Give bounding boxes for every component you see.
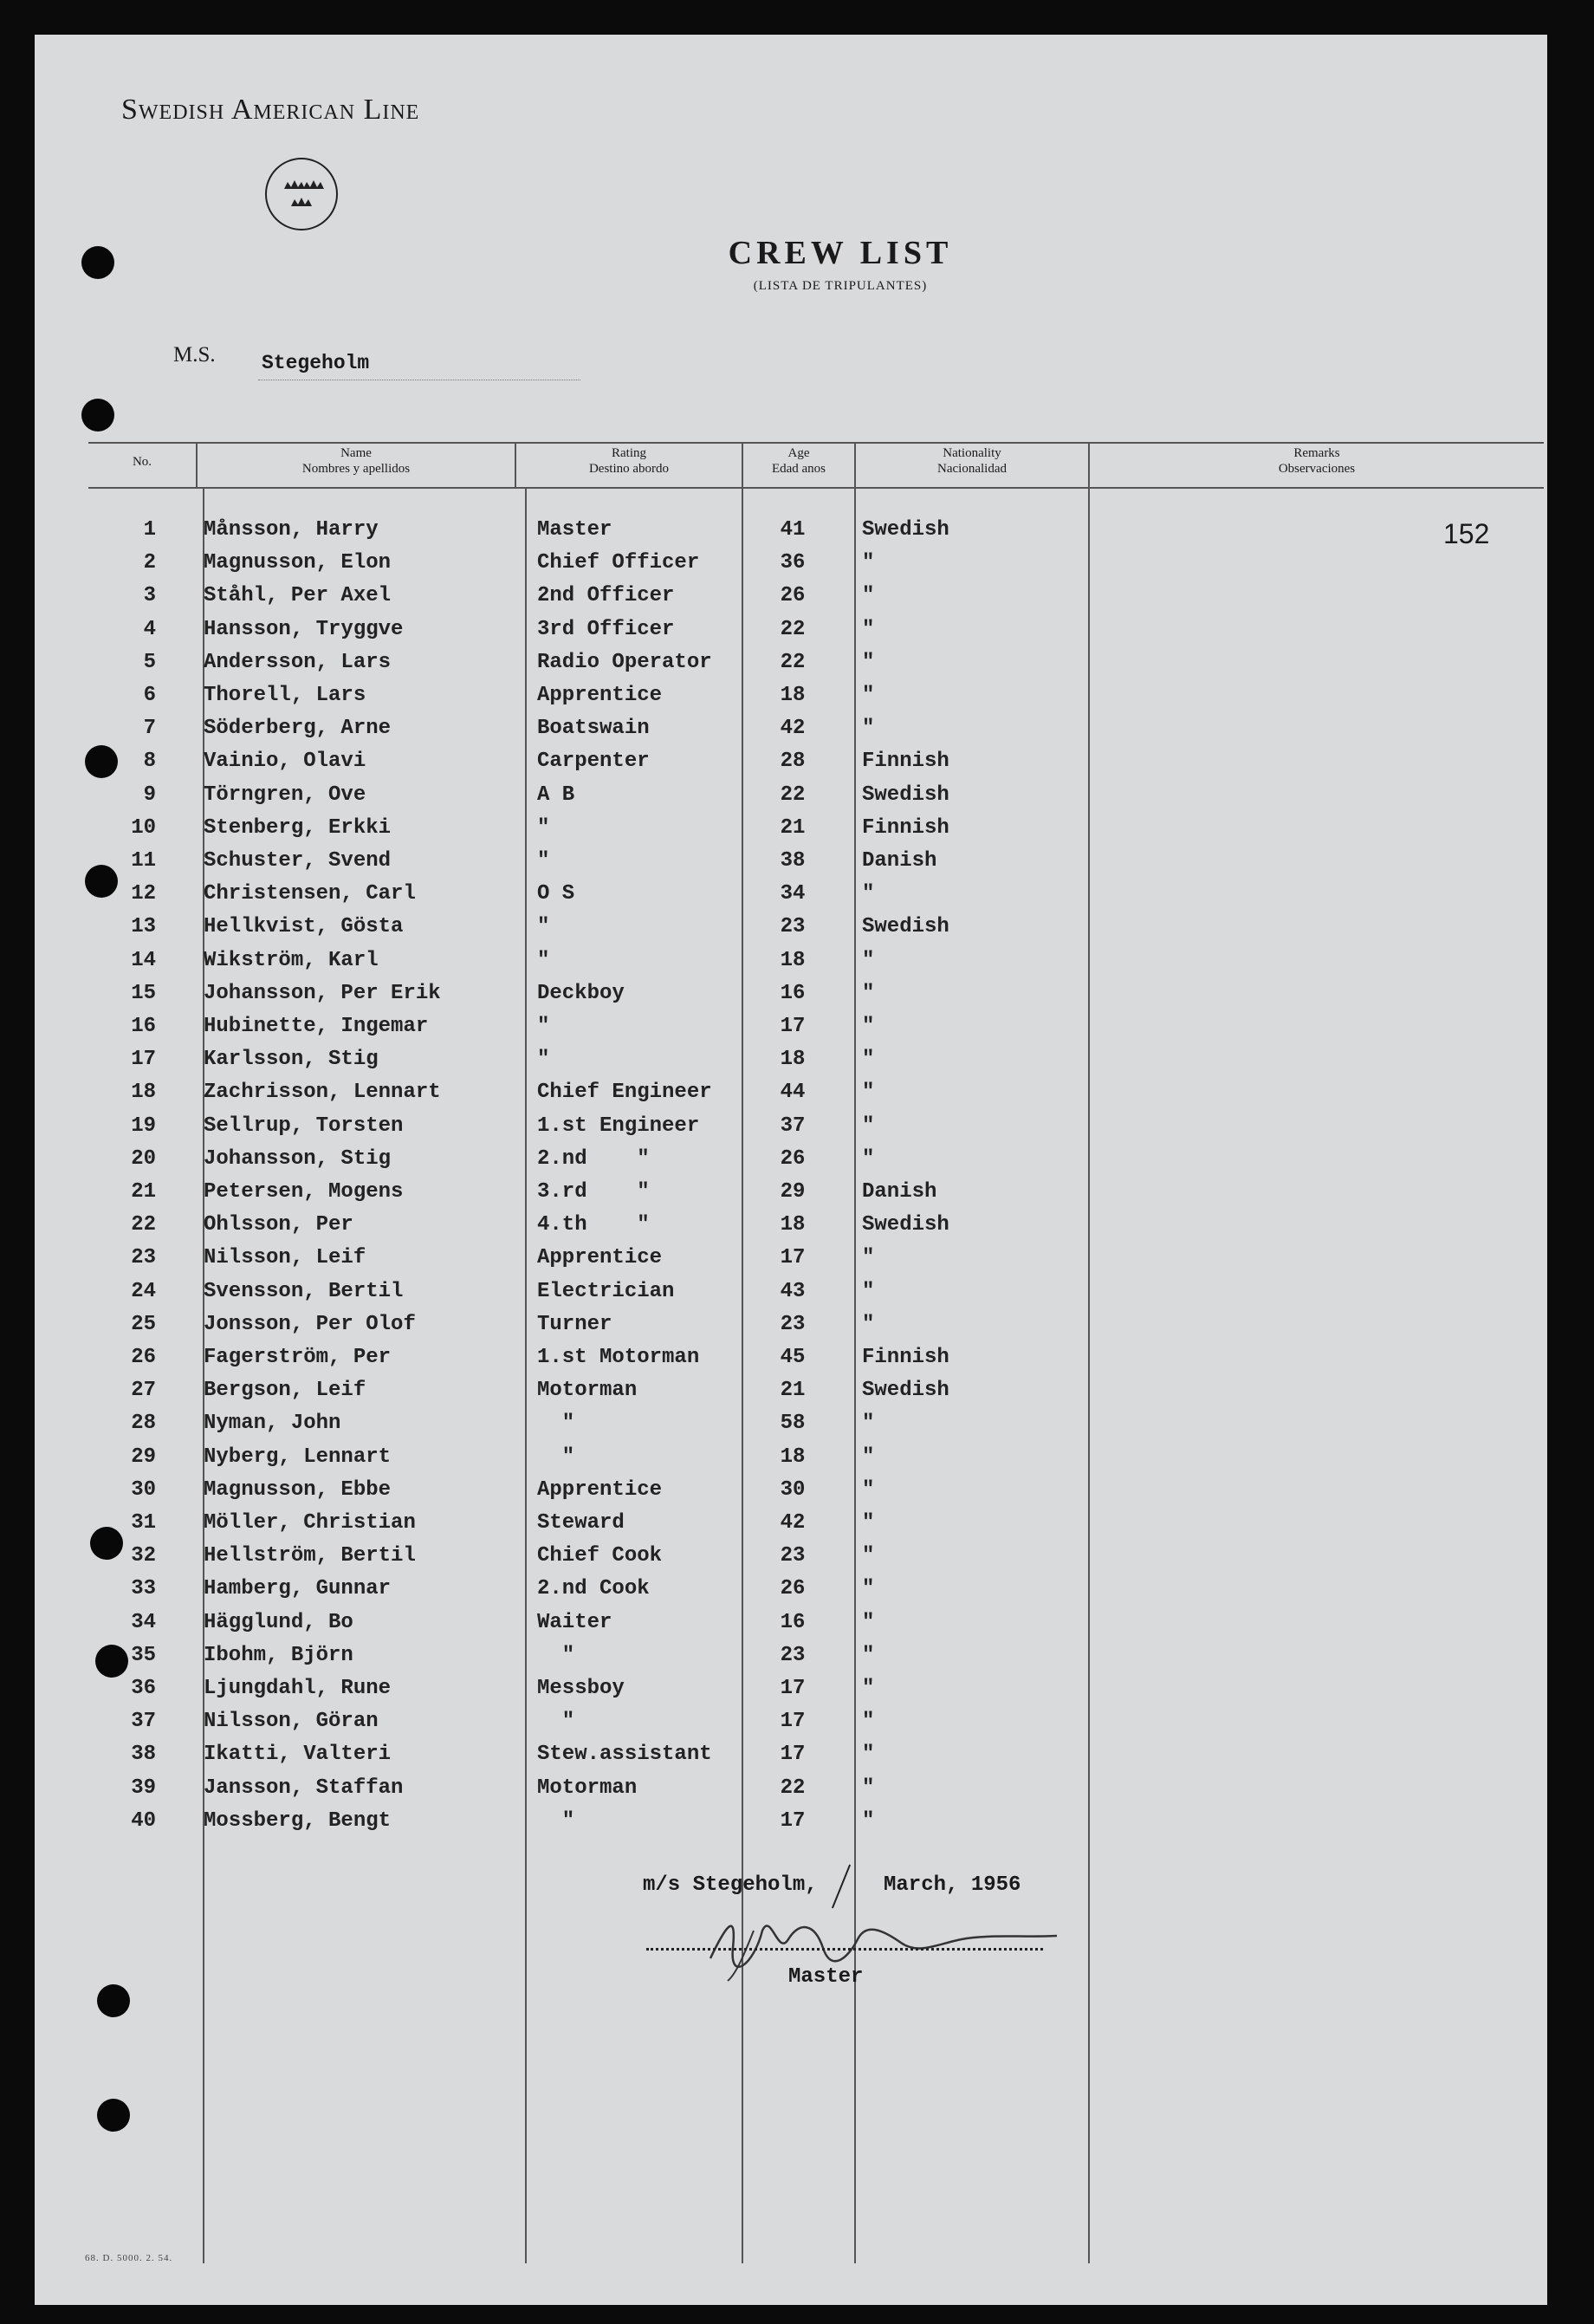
header-rating-en: Rating bbox=[612, 446, 646, 460]
crew-number: 5 bbox=[143, 650, 156, 674]
crew-nationality: Finnish bbox=[862, 1346, 949, 1369]
table-row bbox=[35, 1280, 1547, 1313]
table-row bbox=[35, 1776, 1547, 1809]
table-row bbox=[35, 1544, 1547, 1577]
crew-rating: A B bbox=[537, 782, 575, 807]
crew-age: 29 bbox=[780, 1180, 806, 1204]
crew-nationality: " bbox=[862, 684, 875, 707]
header-name bbox=[198, 445, 515, 487]
crew-name: Nilsson, Göran bbox=[204, 1710, 379, 1734]
crew-name: Mossberg, Bengt bbox=[204, 1808, 392, 1833]
crew-rating: " bbox=[537, 1048, 550, 1072]
crew-rating: " bbox=[537, 1412, 575, 1436]
crew-name: Zachrisson, Lennart bbox=[204, 1081, 441, 1105]
crew-name: Ikatti, Valteri bbox=[204, 1743, 392, 1767]
crew-nationality: Swedish bbox=[862, 915, 949, 939]
table-row bbox=[35, 1445, 1547, 1478]
crew-name: Sellrup, Torsten bbox=[204, 1113, 404, 1138]
table-row bbox=[35, 882, 1547, 915]
crew-rating: 3rd Officer bbox=[537, 617, 675, 641]
crew-age: 44 bbox=[780, 1081, 806, 1105]
crew-number: 38 bbox=[131, 1743, 156, 1767]
signoff-role: Master bbox=[788, 1965, 864, 1989]
crew-nationality: Danish bbox=[862, 849, 937, 873]
table-row bbox=[35, 1180, 1547, 1213]
crew-age: 22 bbox=[780, 617, 806, 641]
header-remarks-en: Remarks bbox=[1293, 446, 1340, 460]
crew-name: Hellström, Bertil bbox=[204, 1544, 416, 1568]
crew-number: 16 bbox=[131, 1015, 156, 1038]
crew-nationality: " bbox=[862, 948, 875, 972]
crew-name: Nilsson, Leif bbox=[204, 1246, 366, 1270]
table-row bbox=[35, 1412, 1547, 1444]
signature-line bbox=[646, 1948, 1043, 1951]
crew-rating: 1.st Motorman bbox=[537, 1346, 700, 1369]
header-rating bbox=[516, 445, 742, 487]
signoff-place: m/s Stegeholm, bbox=[643, 1873, 818, 1897]
crew-number: 23 bbox=[131, 1246, 156, 1270]
table-row bbox=[35, 1743, 1547, 1775]
table-row bbox=[35, 816, 1547, 849]
crew-nationality: " bbox=[862, 1312, 875, 1336]
crew-nationality: " bbox=[862, 1544, 875, 1568]
document-title: CREW LIST bbox=[728, 235, 953, 271]
table-row bbox=[35, 1478, 1547, 1511]
crew-rating: 2.nd " bbox=[537, 1146, 650, 1171]
crew-number: 18 bbox=[131, 1081, 156, 1105]
crew-number: 34 bbox=[131, 1610, 156, 1634]
crew-rating: Apprentice bbox=[537, 1477, 663, 1502]
crew-name: Wikström, Karl bbox=[204, 948, 379, 972]
table-row bbox=[35, 1611, 1547, 1644]
crew-name: Fagerström, Per bbox=[204, 1346, 392, 1369]
crew-list-sheet bbox=[35, 35, 1547, 2305]
crew-name: Ibohm, Björn bbox=[204, 1643, 353, 1667]
crew-number: 35 bbox=[131, 1643, 156, 1667]
crew-nationality: " bbox=[862, 882, 875, 906]
table-row bbox=[35, 1147, 1547, 1180]
header-age-en: Age bbox=[787, 446, 810, 460]
table-row bbox=[35, 750, 1547, 782]
crew-name: Magnusson, Ebbe bbox=[204, 1477, 392, 1502]
crew-nationality: " bbox=[862, 1279, 875, 1303]
crew-rating: Waiter bbox=[537, 1610, 612, 1634]
crew-rating: Motorman bbox=[537, 1775, 638, 1800]
crew-age: 22 bbox=[780, 782, 806, 807]
crew-age: 30 bbox=[780, 1477, 806, 1502]
crew-nationality: " bbox=[862, 1610, 875, 1634]
crew-name: Karlsson, Stig bbox=[204, 1048, 379, 1072]
crew-age: 22 bbox=[780, 1775, 806, 1800]
handwritten-signature bbox=[676, 1905, 1074, 1983]
table-row bbox=[35, 949, 1547, 982]
crew-name: Jonsson, Per Olof bbox=[204, 1312, 416, 1336]
crew-age: 41 bbox=[780, 518, 806, 542]
table-row bbox=[35, 982, 1547, 1015]
crew-number: 40 bbox=[131, 1808, 156, 1833]
crew-name: Schuster, Svend bbox=[204, 849, 392, 873]
crew-name: Ståhl, Per Axel bbox=[204, 584, 392, 608]
crew-number: 15 bbox=[131, 981, 156, 1005]
crew-age: 18 bbox=[780, 948, 806, 972]
crew-number: 12 bbox=[131, 882, 156, 906]
crew-name: Johansson, Per Erik bbox=[204, 981, 441, 1005]
table-row bbox=[35, 651, 1547, 684]
crew-number: 17 bbox=[131, 1048, 156, 1072]
crew-age: 37 bbox=[780, 1113, 806, 1138]
crew-nationality: Swedish bbox=[862, 1379, 949, 1403]
crew-age: 34 bbox=[780, 882, 806, 906]
table-row bbox=[35, 1577, 1547, 1610]
table-row bbox=[35, 584, 1547, 617]
crew-number: 27 bbox=[131, 1379, 156, 1403]
crew-rating: Master bbox=[537, 518, 612, 542]
crew-rating: " bbox=[537, 948, 550, 972]
crew-number: 6 bbox=[143, 684, 156, 707]
table-row bbox=[35, 717, 1547, 750]
crew-rating: " bbox=[537, 1710, 575, 1734]
crew-nationality: " bbox=[862, 1577, 875, 1601]
crew-age: 42 bbox=[780, 717, 806, 741]
header-age-es: Edad anos bbox=[771, 462, 826, 476]
table-row bbox=[35, 1048, 1547, 1081]
crew-age: 16 bbox=[780, 1610, 806, 1634]
crew-rating: " bbox=[537, 915, 550, 939]
crew-name: Nyberg, Lennart bbox=[204, 1444, 392, 1469]
table-row bbox=[35, 684, 1547, 717]
crew-age: 18 bbox=[780, 1048, 806, 1072]
crew-age: 18 bbox=[780, 1213, 806, 1237]
crew-rating: " bbox=[537, 849, 550, 873]
crew-nationality: " bbox=[862, 1775, 875, 1800]
crew-number: 39 bbox=[131, 1775, 156, 1800]
crew-rating: Chief Officer bbox=[537, 551, 700, 575]
print-code: 68. D. 5000. 2. 54. bbox=[85, 2253, 173, 2263]
crew-nationality: " bbox=[862, 1511, 875, 1535]
crew-age: 23 bbox=[780, 915, 806, 939]
crew-rating: " bbox=[537, 1444, 575, 1469]
crew-rating: Chief Engineer bbox=[537, 1081, 712, 1105]
header-remarks bbox=[1090, 445, 1544, 487]
crew-name: Bergson, Leif bbox=[204, 1379, 366, 1403]
crew-number: 29 bbox=[131, 1444, 156, 1469]
crew-name: Ohlsson, Per bbox=[204, 1213, 353, 1237]
crew-age: 18 bbox=[780, 684, 806, 707]
crew-nationality: " bbox=[862, 1677, 875, 1700]
crew-name: Jansson, Staffan bbox=[204, 1775, 404, 1800]
crew-number: 2 bbox=[143, 551, 156, 575]
crew-name: Vainio, Olavi bbox=[204, 750, 366, 774]
header-name-en: Name bbox=[340, 446, 372, 460]
crew-number: 19 bbox=[131, 1113, 156, 1138]
crew-age: 21 bbox=[780, 1379, 806, 1403]
crew-number: 7 bbox=[143, 717, 156, 741]
crew-number: 11 bbox=[131, 849, 156, 873]
header-no bbox=[88, 454, 196, 496]
table-header-rule bbox=[88, 487, 1544, 489]
crew-age: 17 bbox=[780, 1710, 806, 1734]
crew-age: 17 bbox=[780, 1743, 806, 1767]
table-row bbox=[35, 518, 1547, 551]
crew-name: Hubinette, Ingemar bbox=[204, 1015, 429, 1038]
crew-rating: 2.nd Cook bbox=[537, 1577, 650, 1601]
table-row bbox=[35, 1213, 1547, 1246]
crew-name: Hägglund, Bo bbox=[204, 1610, 353, 1634]
table-row bbox=[35, 783, 1547, 816]
table-row bbox=[35, 1511, 1547, 1544]
crew-number: 31 bbox=[131, 1511, 156, 1535]
crew-name: Möller, Christian bbox=[204, 1511, 416, 1535]
crew-age: 26 bbox=[780, 584, 806, 608]
crew-rating: Motorman bbox=[537, 1379, 638, 1403]
table-top-rule bbox=[88, 442, 1544, 444]
header-nationality bbox=[856, 445, 1088, 487]
crew-rating: " bbox=[537, 1015, 550, 1038]
header-nationality-en: Nationality bbox=[943, 446, 1001, 460]
table-row bbox=[35, 551, 1547, 584]
crew-rating: Steward bbox=[537, 1511, 625, 1535]
crew-name: Hamberg, Gunnar bbox=[204, 1577, 392, 1601]
crew-nationality: " bbox=[862, 584, 875, 608]
crew-nationality: " bbox=[862, 1412, 875, 1436]
crew-age: 28 bbox=[780, 750, 806, 774]
crew-rating: Turner bbox=[537, 1312, 612, 1336]
crew-age: 17 bbox=[780, 1677, 806, 1700]
crew-number: 24 bbox=[131, 1279, 156, 1303]
crew-name: Johansson, Stig bbox=[204, 1146, 392, 1171]
crew-name: Hellkvist, Gösta bbox=[204, 915, 404, 939]
crew-rating: Chief Cook bbox=[537, 1544, 663, 1568]
crew-nationality: " bbox=[862, 1643, 875, 1667]
crew-nationality: " bbox=[862, 1113, 875, 1138]
crew-nationality: Swedish bbox=[862, 1213, 949, 1237]
crew-nationality: " bbox=[862, 617, 875, 641]
crew-age: 23 bbox=[780, 1643, 806, 1667]
crew-number: 26 bbox=[131, 1346, 156, 1369]
crew-rating: Carpenter bbox=[537, 750, 650, 774]
document-subtitle: (LISTA DE TRIPULANTES) bbox=[753, 279, 928, 293]
crew-age: 22 bbox=[780, 650, 806, 674]
crew-number: 21 bbox=[131, 1180, 156, 1204]
crew-rating: " bbox=[537, 1808, 575, 1833]
crew-age: 38 bbox=[780, 849, 806, 873]
crew-number: 30 bbox=[131, 1477, 156, 1502]
table-row bbox=[35, 1809, 1547, 1842]
table-row bbox=[35, 1313, 1547, 1346]
header-no-label: No. bbox=[132, 455, 152, 469]
crew-rating: Apprentice bbox=[537, 684, 663, 707]
crew-age: 16 bbox=[780, 981, 806, 1005]
header-age bbox=[743, 445, 854, 487]
crew-age: 23 bbox=[780, 1544, 806, 1568]
crew-number: 25 bbox=[131, 1312, 156, 1336]
crew-age: 45 bbox=[780, 1346, 806, 1369]
crew-number: 10 bbox=[131, 815, 156, 840]
table-row bbox=[35, 1015, 1547, 1048]
crew-nationality: " bbox=[862, 1015, 875, 1038]
crew-name: Svensson, Bertil bbox=[204, 1279, 404, 1303]
crew-number: 3 bbox=[143, 584, 156, 608]
crew-age: 42 bbox=[780, 1511, 806, 1535]
crew-nationality: " bbox=[862, 1444, 875, 1469]
binder-hole bbox=[81, 246, 114, 279]
crew-rating: 2nd Officer bbox=[537, 584, 675, 608]
crew-name: Stenberg, Erkki bbox=[204, 815, 392, 840]
header-nationality-es: Nacionalidad bbox=[937, 462, 1007, 476]
crew-number: 28 bbox=[131, 1412, 156, 1436]
crew-nationality: " bbox=[862, 717, 875, 741]
crew-rating: 4.th " bbox=[537, 1213, 650, 1237]
crew-rating: Electrician bbox=[537, 1279, 675, 1303]
crew-nationality: " bbox=[862, 1743, 875, 1767]
table-row bbox=[35, 1081, 1547, 1113]
crew-number: 8 bbox=[143, 750, 156, 774]
crew-number: 9 bbox=[143, 782, 156, 807]
crew-nationality: Swedish bbox=[862, 518, 949, 542]
table-row bbox=[35, 1677, 1547, 1710]
crew-name: Månsson, Harry bbox=[204, 518, 379, 542]
crew-name: Petersen, Mogens bbox=[204, 1180, 404, 1204]
crew-rating: Stew.assistant bbox=[537, 1743, 712, 1767]
crew-nationality: Danish bbox=[862, 1180, 937, 1204]
crew-nationality: " bbox=[862, 1048, 875, 1072]
ship-label: M.S. bbox=[173, 343, 216, 367]
binder-hole bbox=[81, 399, 114, 432]
company-name: Swedish American Line bbox=[121, 94, 420, 126]
crew-nationality: " bbox=[862, 1081, 875, 1105]
header-name-es: Nombres y apellidos bbox=[301, 462, 411, 476]
crew-name: Törngren, Ove bbox=[204, 782, 366, 807]
crew-rating: O S bbox=[537, 882, 575, 906]
crew-name: Thorell, Lars bbox=[204, 684, 366, 707]
crew-name: Magnusson, Elon bbox=[204, 551, 392, 575]
crew-nationality: " bbox=[862, 1710, 875, 1734]
crew-rating: Deckboy bbox=[537, 981, 625, 1005]
crew-nationality: " bbox=[862, 551, 875, 575]
crew-age: 18 bbox=[780, 1444, 806, 1469]
crew-age: 17 bbox=[780, 1808, 806, 1833]
crew-age: 26 bbox=[780, 1577, 806, 1601]
crew-age: 58 bbox=[780, 1412, 806, 1436]
crew-rating: Apprentice bbox=[537, 1246, 663, 1270]
table-row bbox=[35, 849, 1547, 882]
crew-age: 17 bbox=[780, 1015, 806, 1038]
crew-number: 14 bbox=[131, 948, 156, 972]
crew-rating: 1.st Engineer bbox=[537, 1113, 700, 1138]
three-crowns-emblem-icon bbox=[263, 156, 340, 232]
crew-age: 21 bbox=[780, 815, 806, 840]
crew-name: Nyman, John bbox=[204, 1412, 341, 1436]
crew-number: 20 bbox=[131, 1146, 156, 1171]
crew-nationality: " bbox=[862, 1808, 875, 1833]
page-number: 152 bbox=[1443, 518, 1490, 549]
table-row bbox=[35, 1246, 1547, 1279]
crew-name: Hansson, Tryggve bbox=[204, 617, 404, 641]
table-row bbox=[35, 1114, 1547, 1147]
crew-number: 1 bbox=[143, 518, 156, 542]
crew-number: 4 bbox=[143, 617, 156, 641]
crew-age: 36 bbox=[780, 551, 806, 575]
crew-name: Andersson, Lars bbox=[204, 650, 392, 674]
signoff-slash bbox=[832, 1865, 851, 1909]
crew-number: 33 bbox=[131, 1577, 156, 1601]
signoff-date: March, 1956 bbox=[884, 1873, 1021, 1897]
crew-name: Söderberg, Arne bbox=[204, 717, 392, 741]
crew-number: 32 bbox=[131, 1544, 156, 1568]
crew-rating: " bbox=[537, 815, 550, 840]
crew-nationality: " bbox=[862, 650, 875, 674]
crew-nationality: " bbox=[862, 1477, 875, 1502]
crew-number: 37 bbox=[131, 1710, 156, 1734]
crew-name: Ljungdahl, Rune bbox=[204, 1677, 392, 1700]
table-row bbox=[35, 1710, 1547, 1743]
crew-rating: Boatswain bbox=[537, 717, 650, 741]
table-row bbox=[35, 1346, 1547, 1379]
crew-nationality: " bbox=[862, 1146, 875, 1171]
crew-age: 26 bbox=[780, 1146, 806, 1171]
crew-rating: 3.rd " bbox=[537, 1180, 650, 1204]
crew-number: 36 bbox=[131, 1677, 156, 1700]
crew-age: 43 bbox=[780, 1279, 806, 1303]
crew-rating: Radio Operator bbox=[537, 650, 712, 674]
crew-number: 13 bbox=[131, 915, 156, 939]
table-row bbox=[35, 1644, 1547, 1677]
crew-nationality: Finnish bbox=[862, 815, 949, 840]
table-row bbox=[35, 618, 1547, 651]
binder-hole bbox=[97, 1984, 130, 2017]
ship-name: Stegeholm bbox=[262, 352, 370, 374]
header-rating-es: Destino abordo bbox=[588, 462, 670, 476]
crew-nationality: Swedish bbox=[862, 782, 949, 807]
crew-name: Christensen, Carl bbox=[204, 882, 416, 906]
crew-number: 22 bbox=[131, 1213, 156, 1237]
crew-rating: Messboy bbox=[537, 1677, 625, 1700]
crew-age: 23 bbox=[780, 1312, 806, 1336]
crew-nationality: " bbox=[862, 981, 875, 1005]
crew-nationality: Finnish bbox=[862, 750, 949, 774]
binder-hole bbox=[97, 2099, 130, 2132]
crew-nationality: " bbox=[862, 1246, 875, 1270]
crew-age: 17 bbox=[780, 1246, 806, 1270]
crew-rating: " bbox=[537, 1643, 575, 1667]
table-row bbox=[35, 915, 1547, 948]
header-remarks-es: Observaciones bbox=[1278, 462, 1356, 476]
table-row bbox=[35, 1379, 1547, 1412]
